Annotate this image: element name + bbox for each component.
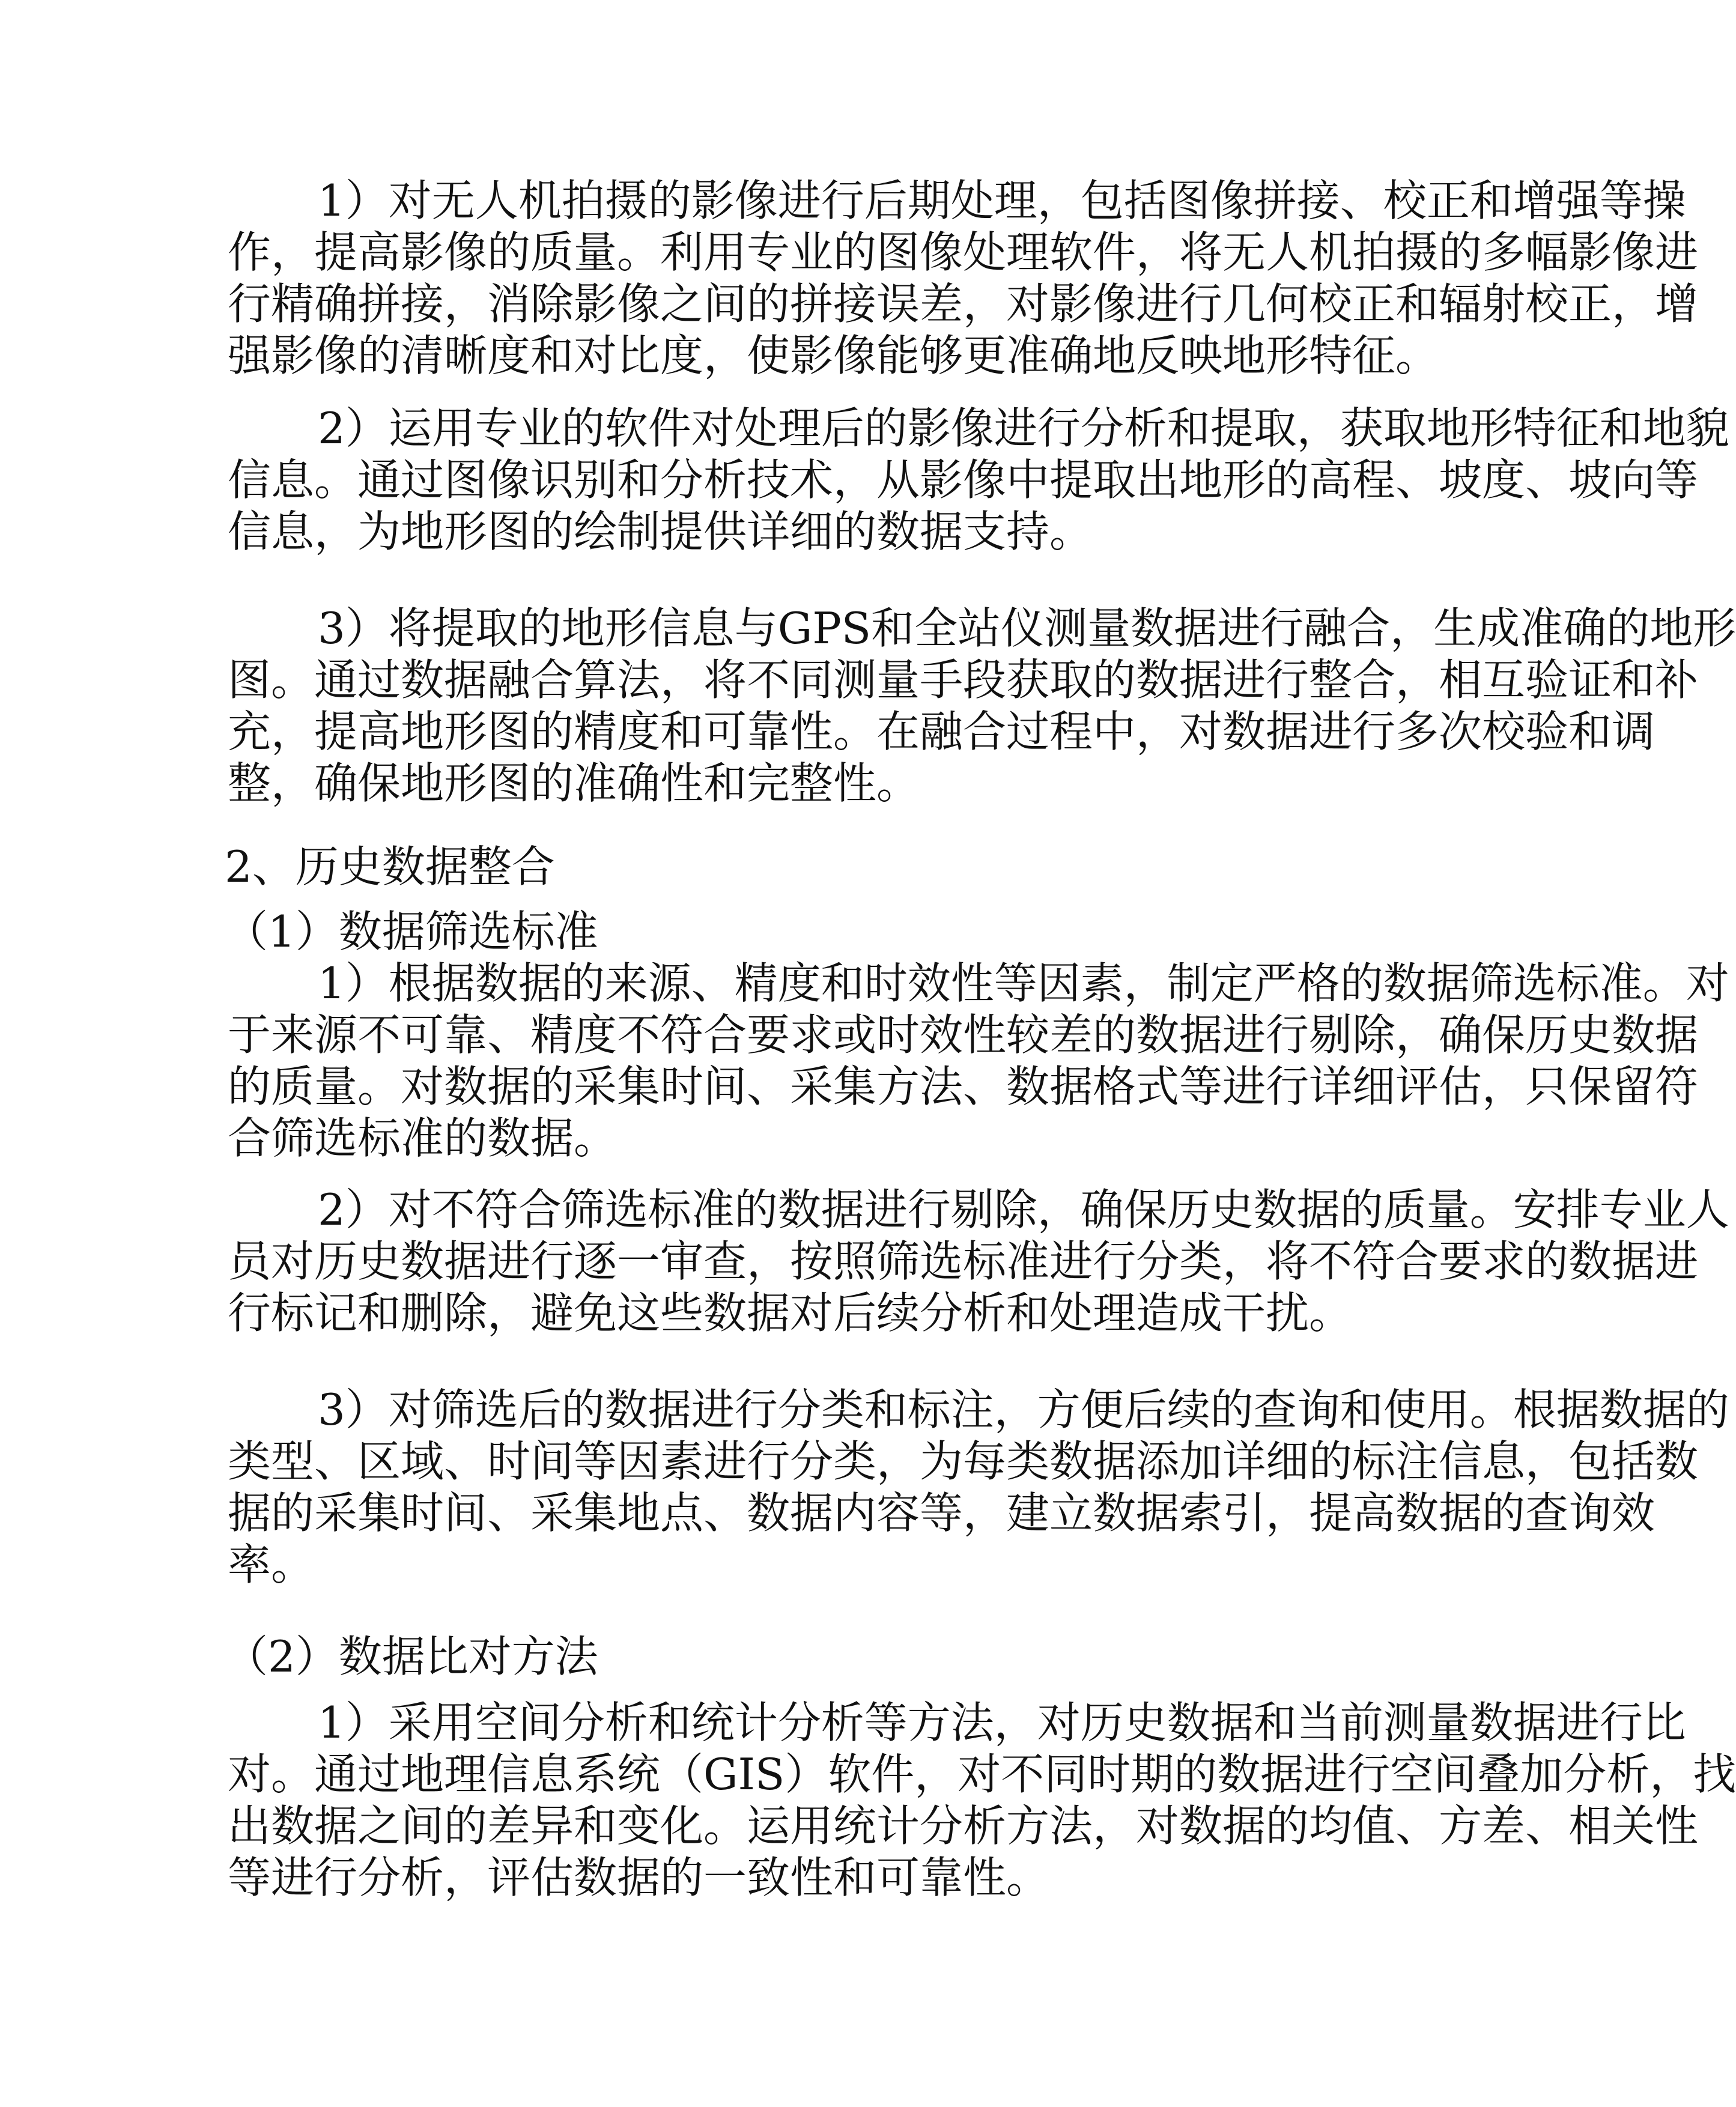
paragraph-line: 作，提高影像的质量。利用专业的图像处理软件，将无人机拍摄的多幅影像进: [228, 227, 1699, 277]
paragraph-line: 信息。通过图像识别和分析技术，从影像中提取出地形的高程、坡度、坡向等: [228, 455, 1699, 505]
paragraph-line: 行标记和删除，避免这些数据对后续分析和处理造成干扰。: [228, 1288, 1353, 1338]
section-heading: （1）数据筛选标准: [225, 906, 598, 957]
paragraph: [228, 1697, 1736, 1903]
paragraph-line: 1）采用空间分析和统计分析等方法，对历史数据和当前测量数据进行比: [318, 1697, 1686, 1748]
paragraph-line: 员对历史数据进行逐一审查，按照筛选标准进行分类，将不符合要求的数据进: [228, 1236, 1699, 1287]
paragraph: [228, 1184, 1729, 1339]
paragraph: [228, 602, 1736, 809]
paragraph-line: 1）根据数据的来源、精度和时效性等因素，制定严格的数据筛选标准。对: [318, 958, 1729, 1008]
paragraph-line: 1）对无人机拍摄的影像进行后期处理，包括图像拼接、校正和增强等操: [318, 175, 1686, 226]
paragraph-line: 率。: [228, 1539, 315, 1590]
paragraph-line: 3）对筛选后的数据进行分类和标注，方便后续的查询和使用。根据数据的: [318, 1384, 1729, 1435]
paragraph: [228, 1384, 1729, 1590]
paragraph-line: 的质量。对数据的采集时间、采集方法、数据格式等进行详细评估，只保留符: [228, 1061, 1699, 1112]
paragraph-line: 等进行分析，评估数据的一致性和可靠性。: [228, 1852, 1050, 1903]
paragraph-line: 2）对不符合筛选标准的数据进行剔除，确保历史数据的质量。安排专业人: [318, 1184, 1729, 1235]
paragraph-line: 充，提高地形图的精度和可靠性。在融合过程中，对数据进行多次校验和调: [228, 706, 1656, 757]
paragraph-line: 2）运用专业的软件对处理后的影像进行分析和提取，获取地形特征和地貌: [318, 403, 1729, 453]
section-heading: （2）数据比对方法: [225, 1631, 598, 1682]
section-heading: 2、历史数据整合: [225, 841, 555, 892]
paragraph-line: 图。通过数据融合算法，将不同测量手段获取的数据进行整合，相互验证和补: [228, 655, 1699, 705]
paragraph-line: 对。通过地理信息系统（GIS）软件，对不同时期的数据进行空间叠加分析，找: [228, 1749, 1736, 1799]
paragraph: [228, 957, 1729, 1164]
paragraph-line: 出数据之间的差异和变化。运用统计分析方法，对数据的均值、方差、相关性: [228, 1801, 1699, 1851]
paragraph-line: 据的采集时间、采集地点、数据内容等，建立数据索引，提高数据的查询效: [228, 1488, 1656, 1538]
paragraph: [228, 175, 1699, 381]
paragraph-line: 行精确拼接，消除影像之间的拼接误差，对影像进行几何校正和辐射校正，增: [228, 279, 1699, 329]
paragraph-line: 整，确保地形图的准确性和完整性。: [228, 758, 920, 808]
paragraph-line: 合筛选标准的数据。: [228, 1113, 618, 1163]
paragraph: [228, 402, 1729, 557]
paragraph-line: 强影像的清晰度和对比度，使影像能够更准确地反映地形特征。: [228, 330, 1439, 381]
paragraph-line: 3）将提取的地形信息与GPS和全站仪测量数据进行融合，生成准确的地形: [318, 603, 1736, 653]
paragraph-line: 类型、区域、时间等因素进行分类，为每类数据添加详细的标注信息，包括数: [228, 1436, 1699, 1487]
paragraph-line: 于来源不可靠、精度不符合要求或时效性较差的数据进行剔除，确保历史数据: [228, 1010, 1699, 1060]
paragraph-line: 信息，为地形图的绘制提供详细的数据支持。: [228, 506, 1093, 557]
